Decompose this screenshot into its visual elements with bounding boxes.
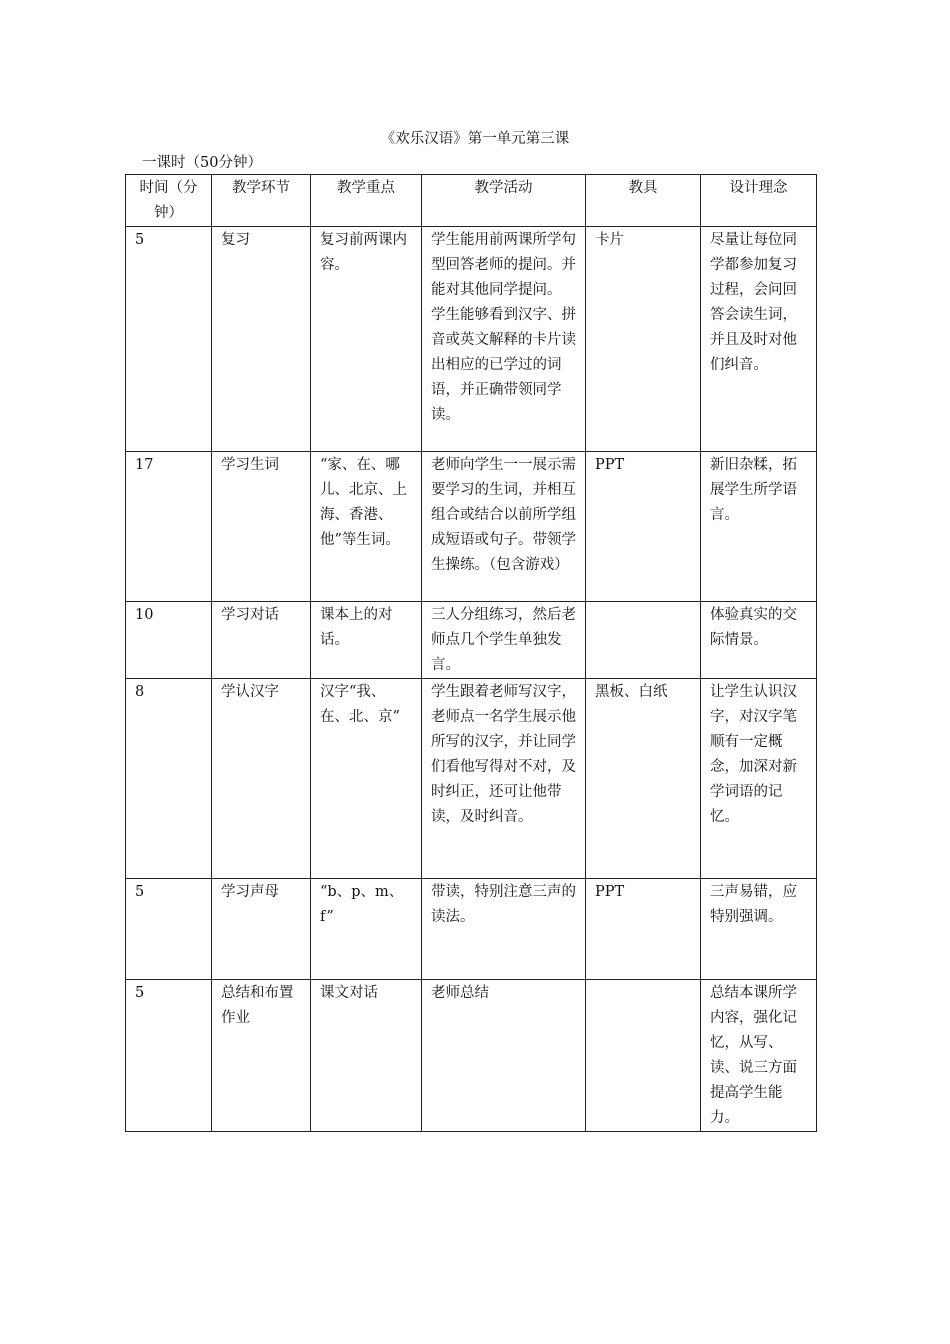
cell-focus: “b、p、m、f” (311, 879, 422, 980)
cell-stage: 学习对话 (212, 602, 311, 679)
cell-concept: 三声易错，应特别强调。 (701, 879, 817, 980)
header-time: 时间（分钟） (126, 175, 212, 227)
cell-focus: “家、在、哪儿、北京、上海、香港、他”等生词。 (311, 452, 422, 602)
cell-time: 5 (126, 980, 212, 1132)
header-stage: 教学环节 (212, 175, 311, 227)
cell-aids: 黑板、白纸 (586, 679, 701, 879)
cell-aids: 卡片 (586, 227, 701, 452)
header-concept: 设计理念 (701, 175, 817, 227)
cell-stage: 学认汉字 (212, 679, 311, 879)
cell-focus: 汉字“我、在、北、京” (311, 679, 422, 879)
cell-aids: PPT (586, 879, 701, 980)
table-row (126, 602, 817, 679)
table-row (126, 452, 817, 602)
cell-time: 5 (126, 879, 212, 980)
cell-time: 5 (126, 227, 212, 452)
cell-aids (586, 980, 701, 1132)
table-row (126, 679, 817, 879)
header-aids: 教具 (586, 175, 701, 227)
cell-stage: 学习声母 (212, 879, 311, 980)
cell-activity: 学生跟着老师写汉字，老师点一名学生展示他所写的汉字，并让同学们看他写得对不对，及时纠正，还可让他带读，及时纠音。 (422, 679, 586, 879)
cell-activity: 老师向学生一一展示需要学习的生词，并相互组合或结合以前所学组成短语或句子。带领学生操练。（包含游戏） (422, 452, 586, 602)
table-header-row (126, 175, 817, 227)
document-title: 《欢乐汉语》第一单元第三课 (380, 131, 570, 147)
cell-concept: 体验真实的交际情景。 (701, 602, 817, 679)
cell-stage: 复习 (212, 227, 311, 452)
cell-aids (586, 602, 701, 679)
cell-time: 17 (126, 452, 212, 602)
cell-concept: 新旧杂糅，拓展学生所学语言。 (701, 452, 817, 602)
lesson-duration: 一课时（50分钟） (142, 155, 262, 171)
cell-activity: 学生能用前两课所学句型回答老师的提问。并能对其他同学提问。 学生能够看到汉字、拼音或英文解释的卡片读出相应的已学过的词语，并正确带领同学读。 (422, 227, 586, 452)
cell-focus: 课文对话 (311, 980, 422, 1132)
cell-time: 10 (126, 602, 212, 679)
cell-activity: 老师总结 (422, 980, 586, 1132)
cell-time: 8 (126, 679, 212, 879)
cell-concept: 尽量让每位同学都参加复习过程，会问回答会读生词，并且及时对他们纠音。 (701, 227, 817, 452)
cell-activity: 带读，特别注意三声的读法。 (422, 879, 586, 980)
cell-focus: 复习前两课内容。 (311, 227, 422, 452)
cell-activity: 三人分组练习，然后老师点几个学生单独发言。 (422, 602, 586, 679)
table-row (126, 879, 817, 980)
cell-stage: 学习生词 (212, 452, 311, 602)
cell-aids: PPT (586, 452, 701, 602)
table-row (126, 227, 817, 452)
table-row (126, 980, 817, 1132)
cell-concept: 让学生认识汉字，对汉字笔顺有一定概念，加深对新学词语的记忆。 (701, 679, 817, 879)
lesson-plan-table (125, 174, 817, 1132)
cell-concept: 总结本课所学内容，强化记忆，从写、读、说三方面提高学生能力。 (701, 980, 817, 1132)
header-focus: 教学重点 (311, 175, 422, 227)
cell-stage: 总结和布置作业 (212, 980, 311, 1132)
cell-focus: 课本上的对话。 (311, 602, 422, 679)
header-activity: 教学活动 (422, 175, 586, 227)
